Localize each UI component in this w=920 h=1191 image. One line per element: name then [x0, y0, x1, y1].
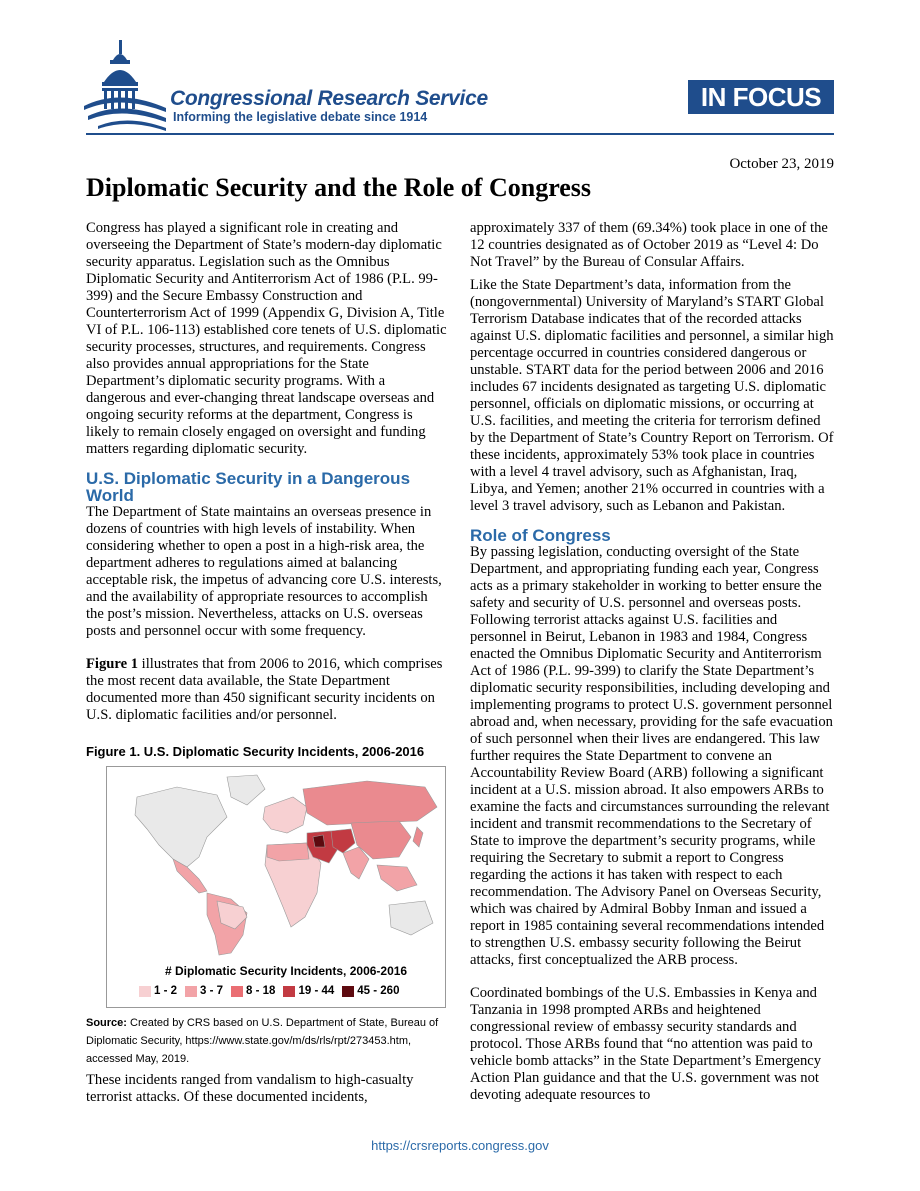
- legend-label: 3 - 7: [200, 985, 224, 997]
- capitol-dome-logo-icon: [80, 38, 170, 138]
- legend-swatch-3: [231, 986, 243, 997]
- map-legend-title: # Diplomatic Security Incidents, 2006-2016: [165, 964, 408, 978]
- legend-label: 8 - 18: [246, 985, 276, 997]
- map-iraq: [313, 835, 325, 847]
- body-paragraph: The Department of State maintains an overseas presence in dozens of countries with high levels of instability. When considering whether to open a post in a high-risk area, the department adheres to regulations aimed at balancing acceptable risk, the impetus of advancing core U.S. interests, and the availability of appropriate resources to accomplish the post’s mission. Nevertheless, attacks on U.S. overseas posts and personnel occur with some frequency.: [86, 504, 442, 639]
- org-name: Congressional Research Service: [170, 87, 488, 110]
- section-heading-diplomatic-security: U.S. Diplomatic Security in a Dangerous World: [86, 469, 411, 505]
- page-title: Diplomatic Security and the Role of Congress: [86, 173, 592, 202]
- legend-label: 45 - 260: [357, 985, 400, 997]
- left-column: [86, 220, 448, 1112]
- world-map-icon: [107, 767, 445, 957]
- legend-item: [231, 983, 275, 1000]
- legend-label: 1 - 2: [154, 985, 178, 997]
- body-paragraph: These incidents ranged from vandalism to high-casualty terrorist attacks. Of these documented incidents,: [86, 1072, 414, 1105]
- legend-item: [185, 983, 223, 1000]
- legend-label: 19 - 44: [298, 985, 335, 997]
- intro-paragraph: Congress has played a significant role in creating and overseeing the Department of State’s modern-day diplomatic security apparatus. Legislation such as the Omnibus Diplomatic Security and Antiterrorism Act of 1986 (P.L. 99-399) and the Secure Embassy Construction and Counterterrorism Act of 1999 (Appendix G, Division A, Title VI of P.L. 106-113) established core tenets of U.S. diplomatic security processes, structures, and requirements. Congress also provides annual appropriations for the State Department’s diplomatic security programs. With a dangerous and ever-changing threat landscape overseas and ongoing security reforms at the department, Congress is likely to remain closely engaged on oversight and funding matters regarding diplomatic security.: [86, 220, 447, 457]
- header-divider: [86, 133, 834, 135]
- legend-swatch-5: [342, 986, 354, 997]
- legend-swatch-2: [185, 986, 197, 997]
- source-text: Created by CRS based on U.S. Department of State, Bureau of Diplomatic Security, https://www.state.gov/m/ds/rls/rpt/273453.htm, accessed May, 2019.: [86, 1017, 439, 1065]
- legend-item: [342, 983, 399, 1000]
- legend-swatch-4: [283, 986, 295, 997]
- publication-date: October 23, 2019: [729, 156, 834, 172]
- figure-reference-paragraph: [86, 656, 448, 724]
- org-tagline: Informing the legislative debate since 1914: [173, 110, 428, 124]
- legend-swatch-1: [139, 986, 151, 997]
- map-japan: [413, 827, 423, 847]
- figure-title: Figure 1. U.S. Diplomatic Security Incidents, 2006-2016: [86, 744, 425, 759]
- figure-ref-text: illustrates that from 2006 to 2016, which comprises the most recent data available, the State Department documented more than 450 significant security incidents on U.S. diplomatic facilities and/or personnel.: [86, 656, 443, 723]
- map-europe: [263, 797, 307, 833]
- map-australia: [389, 901, 433, 935]
- map-greenland: [227, 775, 265, 805]
- map-russia: [303, 781, 437, 825]
- body-paragraph: Coordinated bombings of the U.S. Embassies in Kenya and Tanzania in 1998 prompted ARBs and heightened congressional review of embassy security standards and protocol. Those ARBs found that “no attention was paid to vehicle bomb attacks” in the State Department’s Emergency Action Plan guidance and that the U.S. government was not devoting adequate resources to: [470, 985, 822, 1103]
- map-legend: [139, 983, 399, 1000]
- figure-ref-bold: Figure 1: [86, 656, 139, 672]
- right-column: [470, 220, 834, 1110]
- source-label: Source:: [86, 1017, 127, 1029]
- in-focus-badge: IN FOCUS: [688, 80, 834, 114]
- map-north-america: [135, 787, 227, 867]
- body-paragraph: approximately 337 of them (69.34%) took place in one of the 12 countries designated as of October 2019 as “Level 4: Do Not Travel” by the Bureau of Consular Affairs.: [470, 220, 828, 270]
- world-map-figure: [106, 766, 446, 1008]
- map-southeast-asia: [377, 865, 417, 891]
- figure-source: [86, 1014, 448, 1068]
- legend-item: [139, 983, 177, 1000]
- body-paragraph: By passing legislation, conducting oversight of the State Department, and appropriating funding each year, Congress acts as a primary stakeholder in working to better ensure the safety and security of U.S. personnel and overseas posts. Following terrorist attacks against U.S. facilities and personnel in Beirut, Lebanon in 1983 and 1984, Congress enacted the Omnibus Diplomatic Security and Antiterrorism Act of 1986 (P.L. 99-399) to clarify the State Department’s diplomatic security responsibilities, including developing and implementing programs to protect U.S. government personnel abroad and, when necessary, providing for the safe evacuation of such personnel when their lives are endangered. This law further requires the State Department to convene an Accountability Review Board (ARB) following a significant incident at a U.S. mission abroad. It also empowers ARBs to examine the facts and circumstances surrounding the relevant incident and transmit recommendations to the Secretary of State to improve the department’s security programs, while requiring the Secretary to submit a report to Congress regarding the actions it has taken with respect to each recommendation. The Advisory Panel on Overseas Security, which was chaired by Admiral Bobby Inman and issued a report in 1985 containing several recommendations intended to strengthen U.S. embassy security following the Beirut attacks, first conceptualized the ARB process.: [470, 544, 833, 968]
- footer-url-link[interactable]: https://crsreports.congress.gov: [371, 1138, 549, 1153]
- legend-item: [283, 983, 334, 1000]
- body-paragraph: Like the State Department’s data, information from the (nongovernmental) University of Maryland’s START Global Terrorism Database indicates that of the recorded attacks against U.S. diplomatic facilities and personnel, a similar high percentage occurred in countries considered dangerous or unstable. START data for the period between 2006 and 2016 includes 67 incidents designated as targeting U.S. diplomatic personnel, officials on diplomatic missions, or occurring at U.S. facilities, and meeting the criteria for terrorism defined by the Department of State’s Country Report on Terrorism. Of these incidents, approximately 53% took place in countries with a level 4 travel advisory, such as Afghanistan, Iraq, Libya, and Yemen; another 21% occurred in countries with a level 3 travel advisory, such as Lebanon and Pakistan.: [470, 277, 834, 514]
- page-header: [0, 0, 920, 140]
- section-heading-role-of-congress: Role of Congress: [470, 526, 611, 545]
- map-north-africa: [267, 843, 309, 861]
